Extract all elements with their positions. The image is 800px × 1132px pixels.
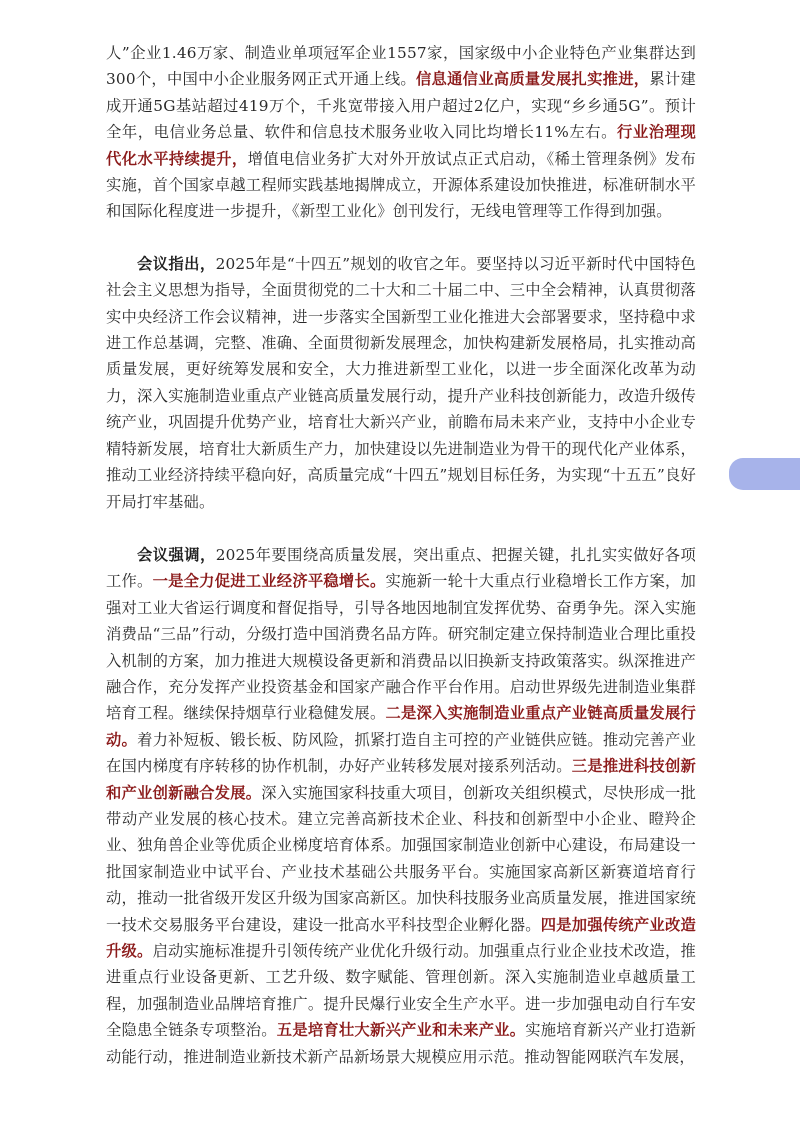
text-segment: 深入实施国家科技重大项目，创新攻关组织模式，尽快形成一批带动产业发展的核心技术。建立完善高新技术企业、科技和创新型中小企业、瞪羚企业、独角兽企业等优质企业梯度培育体系。加强国家制造业创新中心建设，布局建设一批国家制造业中试平台、产业技术基础公共服务平台。实施国家高新区新赛道培育行动，推动一批省级开发区升级为国家高新区。加快科技服务业高质量发展，推进国家统一技术交易服务平台建设，建设一批高水平科技型企业孵化器。 <box>106 783 696 934</box>
text-segment: 启动实施标准提升引领传统产业优化升级行动。加强重点行业企业技术改造，推进重点行业设备更新、工艺升级、数字赋能、管理创新。深入实施制造业卓越质量工程，加强制造业品牌培育推广。提升民爆行业安全生产水平。进一步加强电动自行车安全隐患全链条专项整治。 <box>106 942 696 1040</box>
highlight-task-four: 四是加强传统产业改造升级。 <box>106 915 696 960</box>
text-segment: 实施新一轮十大重点行业稳增长工作方案，加强对工业大省运行调度和督促指导，引导各地因地制宜发挥优势、奋勇争先。深入实施消费品“三品”行动，分级打造中国消费名品方阵。研究制定建立保持制造业合理比重投入机制的方案，加力推进大规模设备更新和消费品以旧换新支持政策落实。纵深推进产融合作，充分发挥产业投资基金和国家产融合作平台作用。启动世界级先进制造业集群培育工程。继续保持烟草行业稳健发展。 <box>106 572 696 723</box>
text-segment: 着力补短板、锻长板、防风险，抓紧打造自主可控的产业链供应链。推动完善产业在国内梯度有序转移的协作机制，办好产业转移发展对接系列活动。 <box>106 730 697 776</box>
highlight-task-five: 五是培育壮大新兴产业和未来产业。 <box>276 1021 526 1040</box>
text-segment: 2025年要围绕高质量发展，突出重点、把握关键，扎扎实实做好各项工作。 <box>106 545 696 591</box>
highlight-governance: 行业治理现代化水平持续提升， <box>106 123 696 168</box>
highlight-task-one: 一是全力促进工业经济平稳增长。 <box>152 572 386 591</box>
paragraph-gap <box>106 225 696 251</box>
text-segment: 人”企业1.46万家、制造业单项冠军企业1557家，国家级中小企业特色产业集群达到300个，中国中小企业服务网正式开通上线。 <box>106 44 696 89</box>
lead-meeting-emphasized: 会议强调， <box>137 545 216 564</box>
text-segment: 增值电信业务扩大对外开放试点正式启动，《稀土管理条例》发布实施，首个国家卓越工程师实践基地揭牌成立，开源体系建设加快推进，标准研制水平和国际化程度进一步提升，《新型工业化》创刊发行，无线电管理等工作得到加强。 <box>106 149 696 221</box>
highlight-telecom: 信息通信业高质量发展扎实推进， <box>415 70 650 89</box>
side-scroll-tab[interactable] <box>729 458 800 490</box>
paragraph-meeting-pointed-out <box>106 251 696 515</box>
document-page <box>106 40 696 1070</box>
lead-meeting-pointed-out: 会议指出， <box>137 254 216 273</box>
text-segment: 2025年是“十四五”规划的收官之年。要坚持以习近平新时代中国特色社会主义思想为指导，全面贯彻党的二十大和二十届二中、三中全会精神，认真贯彻落实中央经济工作会议精神，进一步落实全国新型工业化推进大会部署要求，坚持稳中求进工作总基调，完整、准确、全面贯彻新发展理念，加快构建新发展格局，扎实推动高质量发展，更好统筹发展和安全，大力推进新型工业化，以进一步全面深化改革为动力，深入实施制造业重点产业链高质量发展行动，提升产业科技创新能力，改造升级传统产业，巩固提升优势产业，培育壮大新兴产业，前瞻布局未来产业，支持中小企业专精特新发展，培育壮大新质生产力，加快建设以先进制造业为骨干的现代化产业体系，推动工业经济持续平稳向好，高质量完成“十四五”规划目标任务，为实现“十五五”良好开局打牢基础。 <box>106 254 696 511</box>
paragraph-achievements <box>106 40 696 225</box>
paragraph-gap <box>106 515 696 542</box>
highlight-task-two: 二是深入实施制造业重点产业链高质量发展行动。 <box>106 704 696 749</box>
text-segment: 累计建成开通5G基站超过419万个，千兆宽带接入用户超过2亿户，实现“乡乡通5G”。预计全年，电信业务总量、软件和信息技术服务业收入同比均增长11%左右。 <box>106 70 696 142</box>
text-segment: 实施培育新兴产业打造新动能行动，推进制造业新技术新产品新场景大规模应用示范。推动智能网联汽车发展， <box>106 1021 697 1066</box>
highlight-task-three: 三是推进科技创新和产业创新融合发展。 <box>106 757 696 802</box>
paragraph-meeting-emphasized <box>106 542 696 1070</box>
